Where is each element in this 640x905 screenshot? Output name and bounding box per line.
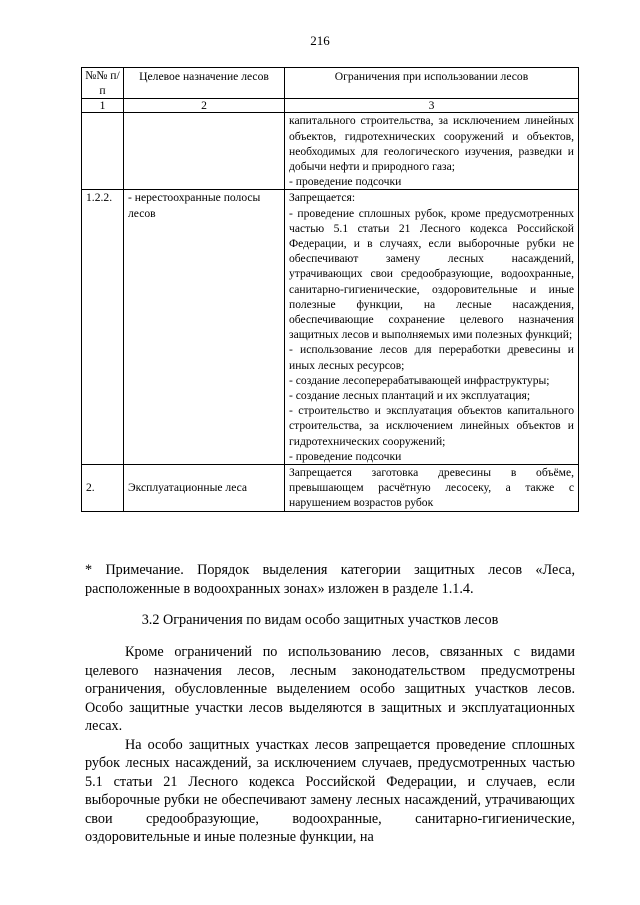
row-restrictions-text: Запрещается заготовка древесины в объёме, превышающем расчётную лесосеку, а также с нарушением возрастов рубок	[289, 466, 574, 510]
paragraph: Кроме ограничений по использованию лесов, связанных с видами целевого назначения лесов, лесным законодательством предусмотрены ограничения, обусловленные выделением особо защитных участков лесов. Особо защитные участки лесов выделяются в защитных и эксплуатационных лесах.	[85, 644, 575, 734]
column-index-3: 3	[285, 99, 579, 113]
row-restrictions	[285, 113, 579, 190]
paragraph: На особо защитных участках лесов запрещается проведение сплошных рубок лесных насаждений, за исключением случаев, предусмотренных частью 5.1 статьи 21 Лесного кодекса Российской Федерации, и случаев, если выборочные рубки не обеспечивают замену лесных насаждений, утрачивающих свои средообразующие, водоохранные, санитарно-гигиенические, оздоровительные и иные полезные функции, на	[85, 736, 575, 845]
table-row	[82, 465, 579, 512]
row-num	[82, 113, 124, 190]
row-num: 1.2.2.	[82, 190, 124, 465]
row-purpose	[124, 113, 285, 190]
table-header-row	[82, 68, 579, 99]
row-restrictions-text: капитального строительства, за исключением линейных объектов, гидротехнических сооружений и объектов, необходимых для геологического изучения, разведки и добычи нефти и природного газа; - проведение подсочки	[289, 114, 574, 189]
body-text	[85, 643, 575, 847]
table-row	[82, 190, 579, 465]
row-num: 2.	[82, 465, 124, 512]
table-row	[82, 113, 579, 190]
column-index-1: 1	[82, 99, 124, 113]
page-number: 216	[310, 33, 330, 48]
restrictions-table	[81, 67, 579, 512]
row-purpose: Эксплуатационные леса	[124, 465, 285, 512]
row-restrictions	[285, 190, 579, 465]
header-num: №№ п/п	[82, 68, 124, 99]
row-purpose: - нерестоохранные полосы лесов	[124, 190, 285, 465]
table-column-index-row	[82, 99, 579, 113]
header-purpose: Целевое назначение лесов	[124, 68, 285, 99]
section-title: 3.2 Ограничения по видам особо защитных участков лесов	[141, 612, 499, 628]
column-index-2: 2	[124, 99, 285, 113]
row-restrictions-text: Запрещается: - проведение сплошных рубок, кроме предусмотренных частью 5.1 статьи 21 Лесного кодекса Российской Федерации, и в случаях, если выборочные рубки не обеспечивают замену лесных насаждений, утрачивающих свои средообразующие, водоохранные, санитарно-гигиенические, оздоровительные и иные полезные функции, на лесные насаждения, обеспечивающие сохранение целевого назначения защитных лесов и выполняемых ими полезных функций; - использование лесов для переработки древесины и иных лесных ресурсов; - создание лесоперерабатывающей инфраструктуры; - создание лесных плантаций и их эксплуатация; - строительство и эксплуатация объектов капитального строительства, за исключением линейных объектов и гидротехнических сооружений; - проведение подсочки	[289, 191, 574, 463]
row-restrictions	[285, 465, 579, 512]
header-restrictions: Ограничения при использовании лесов	[285, 68, 579, 99]
table-footnote: * Примечание. Порядок выделения категории защитных лесов «Леса, расположенные в водоохранных зонах» изложен в разделе 1.1.4.	[85, 562, 575, 597]
